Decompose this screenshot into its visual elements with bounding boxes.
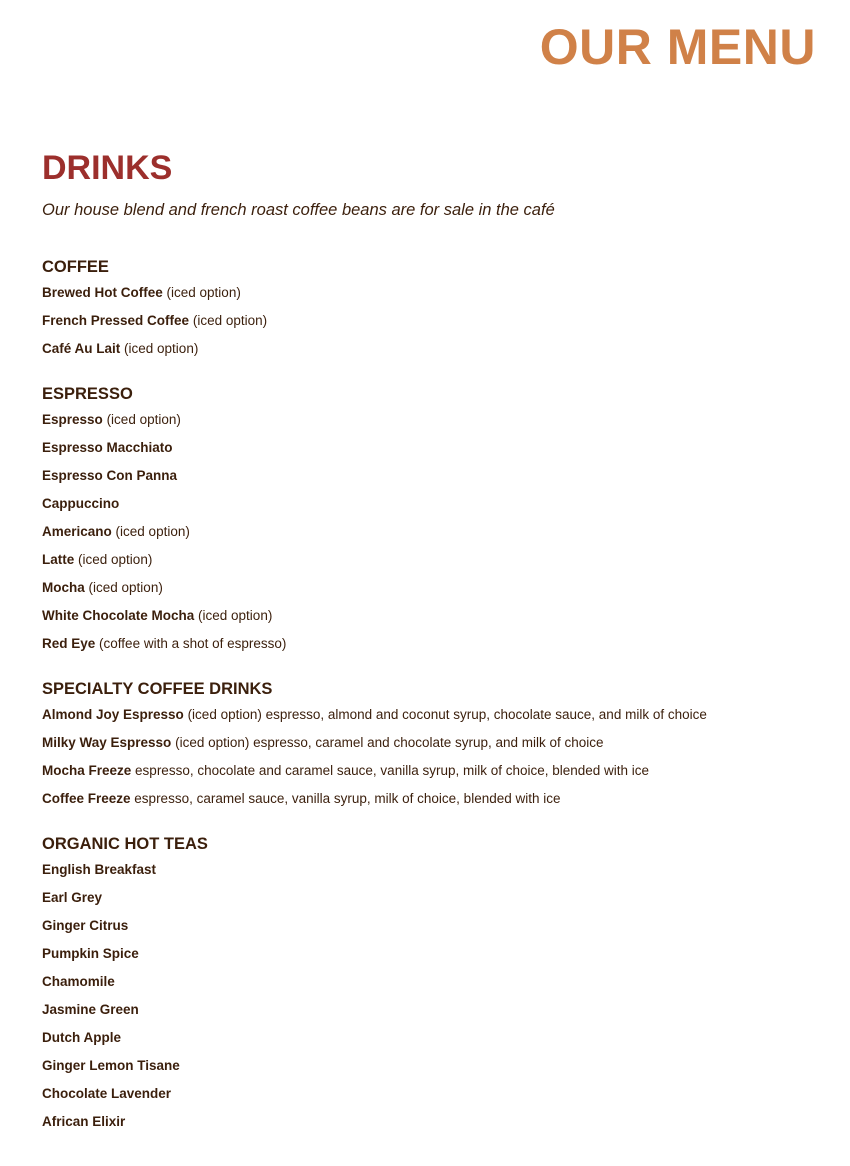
menu-item <box>42 284 832 302</box>
category-organic-hot-teas <box>42 833 832 1131</box>
item-note: espresso, chocolate and caramel sauce, vanilla syrup, milk of choice, blended with ice <box>135 763 650 778</box>
menu-item <box>42 1029 832 1047</box>
category-list <box>42 256 832 1131</box>
category-espresso <box>42 383 832 653</box>
category-title: SPECIALTY COFFEE DRINKS <box>42 680 273 698</box>
menu-item <box>42 790 832 808</box>
item-name: Espresso Macchiato <box>42 440 173 455</box>
category-title: ESPRESSO <box>42 385 133 403</box>
item-name: White Chocolate Mocha <box>42 608 195 623</box>
item-note: (iced option) <box>198 608 273 623</box>
item-name: Jasmine Green <box>42 1002 139 1017</box>
item-name: Espresso <box>42 412 103 427</box>
item-name: Pumpkin Spice <box>42 946 139 961</box>
item-name: Espresso Con Panna <box>42 468 178 483</box>
item-name: Chocolate Lavender <box>42 1086 172 1101</box>
menu-item <box>42 734 832 752</box>
menu-content <box>42 148 832 1141</box>
menu-item <box>42 1085 832 1103</box>
item-note: (iced option) <box>106 412 181 427</box>
menu-item <box>42 439 832 457</box>
item-list <box>42 706 832 808</box>
menu-item <box>42 312 832 330</box>
section-tagline: Our house blend and french roast coffee beans are for sale in the café <box>42 201 555 219</box>
item-name: Red Eye <box>42 636 96 651</box>
item-name: Dutch Apple <box>42 1030 121 1045</box>
item-list <box>42 284 832 358</box>
item-name: Milky Way Espresso <box>42 735 172 750</box>
menu-item <box>42 411 832 429</box>
item-name: Mocha Freeze <box>42 763 132 778</box>
item-note: (iced option) <box>166 285 241 300</box>
menu-item <box>42 579 832 597</box>
item-name: English Breakfast <box>42 862 157 877</box>
item-name: Latte <box>42 552 75 567</box>
menu-item <box>42 945 832 963</box>
menu-item <box>42 917 832 935</box>
menu-item <box>42 1113 832 1131</box>
item-name: Cappuccino <box>42 496 120 511</box>
item-note: (iced option) <box>192 313 268 328</box>
item-note: (iced option) <box>115 524 190 539</box>
item-name: French Pressed Coffee <box>42 313 190 328</box>
menu-item <box>42 551 832 569</box>
item-note: espresso, caramel sauce, vanilla syrup, milk of choice, blended with ice <box>134 791 561 806</box>
item-list <box>42 411 832 653</box>
item-note: (iced option) espresso, almond and coconut syrup, chocolate sauce, and milk of choice <box>187 707 707 722</box>
menu-item <box>42 607 832 625</box>
item-note: (iced option) espresso, caramel and chocolate syrup, and milk of choice <box>175 735 604 750</box>
item-note: (iced option) <box>78 552 153 567</box>
item-name: Ginger Lemon Tisane <box>42 1058 180 1073</box>
item-name: Brewed Hot Coffee <box>42 285 163 300</box>
item-name: Earl Grey <box>42 890 103 905</box>
category-title: ORGANIC HOT TEAS <box>42 835 208 853</box>
item-name: Café Au Lait <box>42 341 121 356</box>
menu-title: OUR MENU <box>539 19 816 75</box>
menu-item <box>42 973 832 991</box>
item-name: Americano <box>42 524 112 539</box>
item-name: African Elixir <box>42 1114 126 1129</box>
category-specialty-coffee-drinks <box>42 678 832 808</box>
item-name: Coffee Freeze <box>42 791 131 806</box>
menu-item <box>42 467 832 485</box>
menu-item <box>42 340 832 358</box>
item-name: Mocha <box>42 580 85 595</box>
menu-item <box>42 861 832 879</box>
item-list <box>42 861 832 1131</box>
category-coffee <box>42 256 832 358</box>
item-name: Almond Joy Espresso <box>42 707 184 722</box>
item-note: (iced option) <box>88 580 163 595</box>
menu-item <box>42 495 832 513</box>
item-note: (coffee with a shot of espresso) <box>99 636 287 651</box>
category-title: COFFEE <box>42 258 109 276</box>
menu-item <box>42 762 832 780</box>
item-note: (iced option) <box>124 341 199 356</box>
menu-item <box>42 889 832 907</box>
item-name: Chamomile <box>42 974 115 989</box>
menu-item <box>42 1001 832 1019</box>
item-name: Ginger Citrus <box>42 918 129 933</box>
menu-item <box>42 1057 832 1075</box>
menu-item <box>42 706 832 724</box>
menu-item <box>42 635 832 653</box>
section-title: DRINKS <box>42 149 173 187</box>
menu-item <box>42 523 832 541</box>
